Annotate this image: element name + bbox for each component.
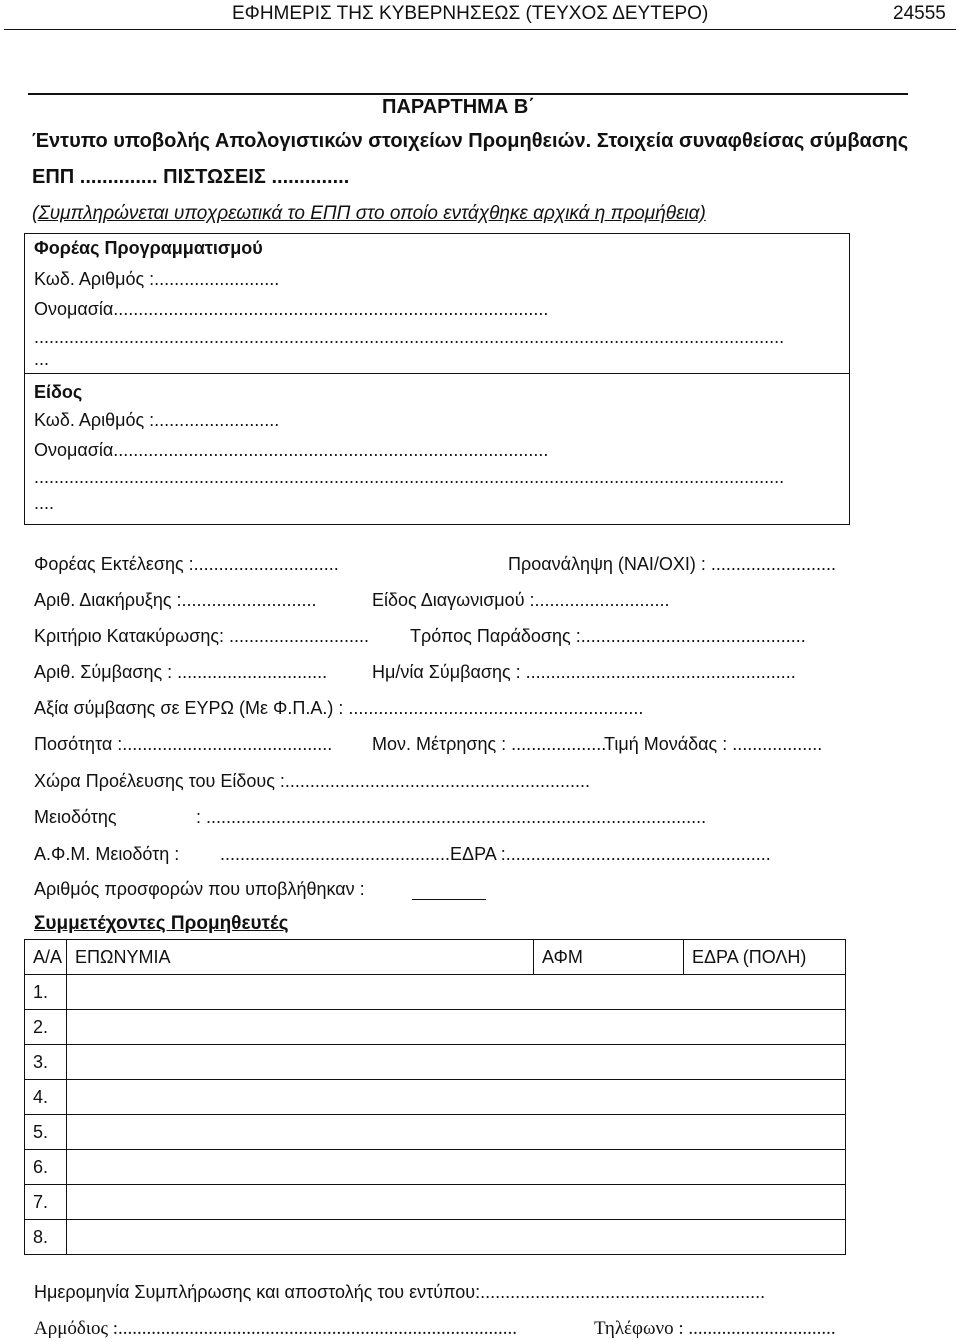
row-input[interactable] [67, 975, 846, 1010]
col-aa: Α/Α [25, 940, 67, 975]
contract-value-field[interactable]: Αξία σύμβασης σε ΕΥΡΩ (Με Φ.Π.Α.) : ........................................................... [34, 698, 644, 718]
row-input[interactable] [67, 1080, 846, 1115]
row-input[interactable] [67, 1045, 846, 1080]
program-dots-line: ...................................................................................................................................................... [34, 327, 785, 347]
table-row [25, 1045, 846, 1080]
box-divider [25, 373, 849, 374]
table-row [25, 1010, 846, 1045]
journal-title: ΕΦΗΜΕΡΙΣ ΤΗΣ ΚΥΒΕΡΝΗΣΕΩΣ (ΤΕΥΧΟΣ ΔΕΥΤΕΡΟ) [232, 3, 709, 24]
row-index: 6. [25, 1150, 67, 1185]
row-index: 5. [25, 1115, 67, 1150]
contract-date-field[interactable]: Ημ/νία Σύμβασης : ...................................................... [372, 662, 796, 682]
preadvance-field[interactable]: Προανάληψη (ΝΑΙ/ΟΧΙ) : ......................... [508, 554, 836, 574]
item-name-field[interactable]: Ονομασία....................................................................................... [34, 440, 549, 460]
lowest-bidder-field[interactable]: : .................................................................................................... [196, 807, 707, 827]
row-index: 4. [25, 1080, 67, 1115]
table-row [25, 1115, 846, 1150]
row-index: 3. [25, 1045, 67, 1080]
annex-top-rule [28, 93, 908, 95]
form-intro: Έντυπο υποβολής Απολογιστικών στοιχείων Προμηθειών. Στοιχεία συναφθείσας σύμβασης [32, 130, 909, 152]
offers-submitted-blank[interactable] [412, 899, 486, 900]
col-afm: ΑΦΜ [534, 940, 684, 975]
row-index: 8. [25, 1220, 67, 1255]
item-heading: Είδος [34, 382, 83, 402]
page-number: 24555 [893, 3, 946, 24]
award-criterion-field[interactable]: Κριτήριο Κατακύρωσης: ............................ [34, 626, 370, 646]
responsible-field[interactable]: Αρμόδιος :.................................................................................... [34, 1318, 518, 1339]
col-city: ΕΔΡΑ (ΠΟΛΗ) [684, 940, 846, 975]
lowest-bidder-label: Μειοδότης [34, 807, 117, 827]
row-input[interactable] [67, 1220, 846, 1255]
table-row [25, 975, 846, 1010]
unit-price-field[interactable]: Τιμή Μονάδας : .................. [604, 734, 823, 754]
table-row [25, 1150, 846, 1185]
row-index: 7. [25, 1185, 67, 1220]
item-code-field[interactable]: Κωδ. Αριθμός :......................... [34, 410, 280, 430]
tender-type-field[interactable]: Είδος Διαγωνισμού :........................... [372, 590, 670, 610]
quantity-field[interactable]: Ποσότητα :.......................................... [34, 734, 333, 754]
program-code-field[interactable]: Κωδ. Αριθμός :......................... [34, 269, 280, 289]
program-dots-short: ... [34, 349, 50, 369]
row-input[interactable] [67, 1185, 846, 1220]
row-input[interactable] [67, 1115, 846, 1150]
lowest-bidder-afm-label: Α.Φ.Μ. Μειοδότη : [34, 844, 180, 864]
row-index: 1. [25, 975, 67, 1010]
tender-number-field[interactable]: Αριθ. Διακήρυξης :........................... [34, 590, 317, 610]
lowest-bidder-afm-field[interactable]: ..............................................ΕΔΡΑ :..................................................... [220, 844, 771, 864]
program-name-field[interactable]: Ονομασία....................................................................................... [34, 299, 549, 319]
contract-number-field[interactable]: Αριθ. Σύμβασης : .............................. [34, 662, 328, 682]
item-dots-line: ...................................................................................................................................................... [34, 467, 785, 487]
row-index: 2. [25, 1010, 67, 1045]
epp-note: (Συμπληρώνεται υποχρεωτικά το ΕΠΠ στο οποίο εντάχθηκε αρχικά η προμήθεια) [32, 203, 706, 224]
row-input[interactable] [67, 1010, 846, 1045]
program-body-heading: Φορέας Προγραμματισμού [34, 238, 263, 258]
col-name: ΕΠΩΝΥΜΙΑ [67, 940, 534, 975]
completion-date-field[interactable]: Ημερομηνία Συμπλήρωσης και αποστολής του εντύπου:......................................................... [34, 1282, 766, 1302]
participants-table [24, 939, 846, 1255]
epp-credits-line: ΕΠΠ .............. ΠΙΣΤΩΣΕΙΣ .............. [32, 166, 350, 188]
header-rule [4, 29, 956, 30]
table-row [25, 1220, 846, 1255]
item-dots-short: .... [34, 493, 55, 513]
annex-title: ΠΑΡΑΡΤΗΜΑ Β΄ [382, 96, 535, 118]
table-row [25, 1080, 846, 1115]
exec-body-field[interactable]: Φορέας Εκτέλεσης :............................. [34, 554, 339, 574]
origin-country-field[interactable]: Χώρα Προέλευσης του Είδους :............................................................. [34, 771, 590, 791]
phone-field[interactable]: Τηλέφωνο : ............................... [594, 1318, 836, 1339]
offers-submitted-label: Αριθμός προσφορών που υποβλήθηκαν : [34, 879, 365, 899]
table-header-row [25, 940, 846, 975]
row-input[interactable] [67, 1150, 846, 1185]
delivery-method-field[interactable]: Τρόπος Παράδοσης :............................................. [410, 626, 806, 646]
unit-measure-field[interactable]: Μον. Μέτρησης : ................... [372, 734, 607, 754]
participants-heading: Συμμετέχοντες Προμηθευτές [34, 913, 289, 934]
table-row [25, 1185, 846, 1220]
